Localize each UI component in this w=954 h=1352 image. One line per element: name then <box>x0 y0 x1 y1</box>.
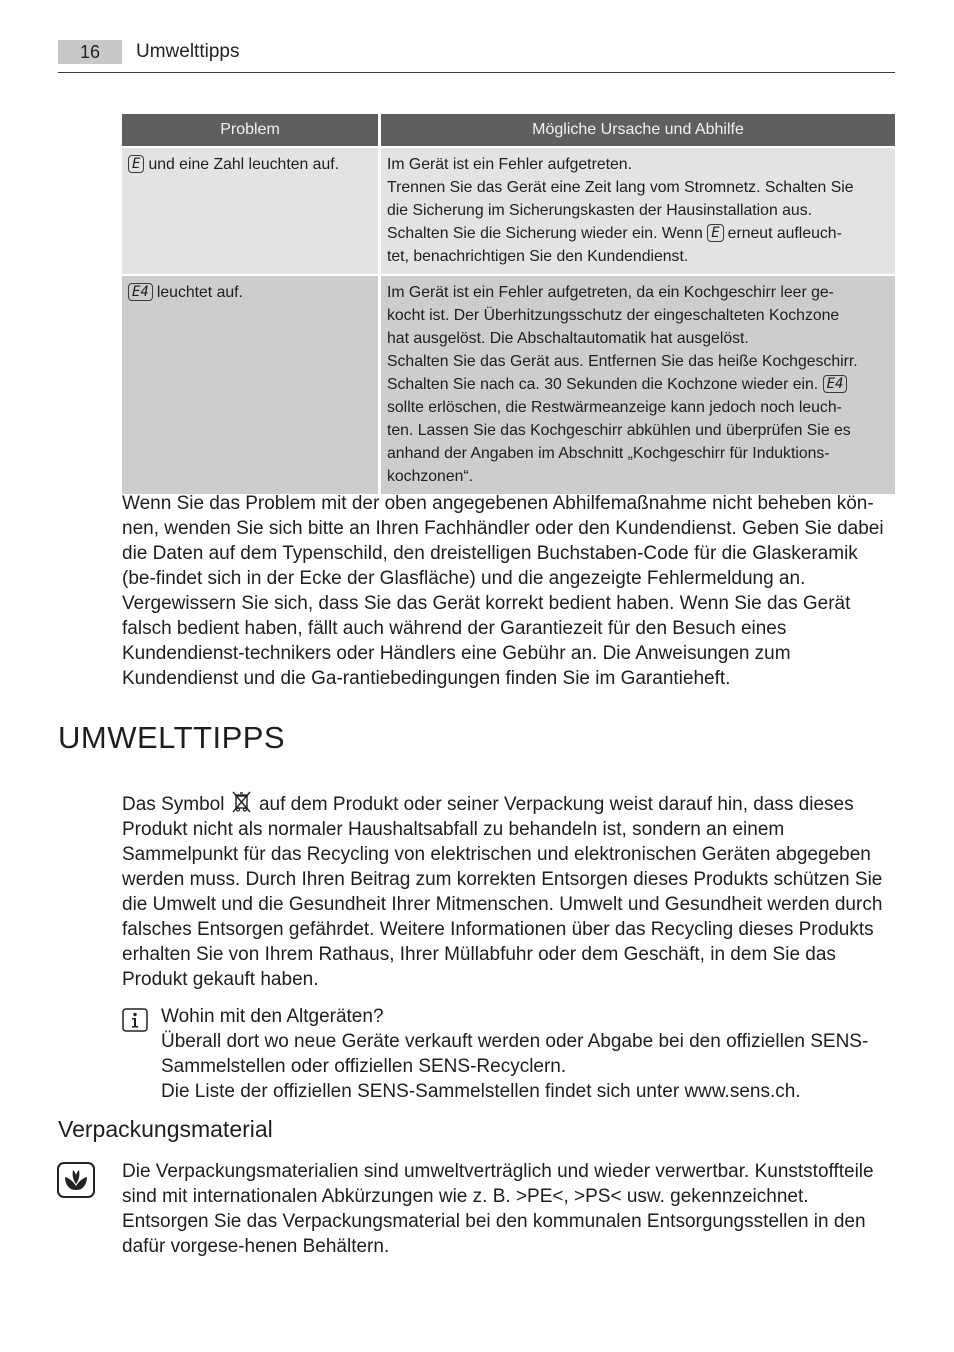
header-title: Umwelttipps <box>136 41 240 62</box>
info-note <box>161 1004 894 1104</box>
page-header <box>58 40 895 73</box>
solution-line: ten. Lassen Sie das Kochgeschirr abkühlen und überprüfen Sie es <box>387 422 851 439</box>
solution-line: anhand der Angaben im Abschnitt „Kochgeschirr für Induktions- <box>387 445 830 462</box>
solution-line-with-code <box>387 222 889 245</box>
solution-line: kocht ist. Der Überhitzungsschutz der eingeschalteten Kochzone <box>387 307 840 324</box>
troubleshooting-table <box>122 112 895 496</box>
table-header-row <box>122 114 895 146</box>
packaging-title: Verpackungsmaterial <box>58 1116 273 1142</box>
error-code-badge: E4 <box>823 375 848 393</box>
warranty-paragraph: Vergewissern Sie sich, dass Sie das Gerät korrekt bedient haben. Wenn Sie das Gerät falsch bedient haben, fällt auch während der Garantiezeit für den Besuch eines Kundendienst-technikers oder Händlers eine Gebühr an. Die Anweisungen zum Kundendienst und die Ga-rantiebedingungen finden Sie im Garantieheft. <box>122 593 851 689</box>
service-paragraph: Wenn Sie das Problem mit der oben angegebenen Abhilfemaßnahme nicht beheben kön-nen, wenden Sie sich bitte an Ihren Fachhändler oder den Kundendienst. Geben Sie dabei die Daten auf dem Typenschild, den dreistelligen Buchstaben-Code für die Glaskeramik (be-findet sich in der Ecke der Glasfläche) und die angezeigte Fehlermeldung an. <box>122 493 884 589</box>
error-code-badge: E <box>707 224 723 242</box>
crossed-out-bin-icon <box>232 791 252 813</box>
solution-line: tet, benachrichtigen Sie den Kundendienst. <box>387 248 689 265</box>
info-heading: Wohin mit den Altgeräten? <box>161 1006 384 1027</box>
column-header-problem: Problem <box>122 114 378 146</box>
solution-line: Schalten Sie das Gerät aus. Entfernen Sie das heiße Kochgeschirr. <box>387 353 858 370</box>
page-number: 16 <box>58 40 122 64</box>
weee-paragraph <box>122 791 894 992</box>
problem-cell <box>122 148 378 274</box>
weee-text-rest: auf dem Produkt oder seiner Verpackung weist darauf hin, dass dieses Produkt nicht als normaler Haushaltsabfall zu behandeln ist, sondern an einem Sammelpunkt für das Recycling von elektrischen und elektronischen Geräten abgegeben werden muss. Durch Ihren Beitrag zum korrekten Entsorgen dieses Produkts schützen Sie die Umwelt und die Gesundheit Ihrer Mitmenschen. Umwelt und Gesundheit werden durch falsches Entsorgen gefährdet. Weitere Informationen über das Recycling dieses Produkts erhalten Sie von Ihrem Rathaus, Ihrer Müllabfuhr oder dem Geschäft, in dem Sie das Produkt gekauft haben. <box>122 794 883 990</box>
problem-text: leuchtet auf. <box>156 284 243 301</box>
packaging-paragraph: Die Verpackungsmaterialien sind umweltverträglich und wieder verwertbar. Kunststoffteile sind mit internationalen Abkürzungen wie z. B. >PE<, >PS< usw. gekennzeichnet. Entsorgen Sie das Verpackungsmaterial bei den kommunalen Entsorgungsstellen in den dafür vorgese-henen Behältern. <box>122 1161 874 1257</box>
info-icon <box>122 1008 148 1032</box>
solution-line: die Sicherung im Sicherungskasten der Hausinstallation aus. <box>387 202 812 219</box>
table-row <box>122 276 895 494</box>
solution-line-with-code <box>387 373 889 396</box>
section-title: UMWELTTIPPS <box>58 720 286 755</box>
environment-leaf-icon <box>57 1162 95 1198</box>
error-code-badge: E <box>128 155 144 173</box>
info-line: Die Liste der offiziellen SENS-Sammelstellen findet sich unter www.sens.ch. <box>161 1081 801 1102</box>
solution-line: Im Gerät ist ein Fehler aufgetreten. <box>387 156 632 173</box>
solution-line: Trennen Sie das Gerät eine Zeit lang vom Stromnetz. Schalten Sie <box>387 179 854 196</box>
column-header-solution: Mögliche Ursache und Abhilfe <box>381 114 895 146</box>
solution-line: Im Gerät ist ein Fehler aufgetreten, da ein Kochgeschirr leer ge- <box>387 284 834 301</box>
solution-line: kochzonen“. <box>387 468 474 485</box>
solution-text: Schalten Sie die Sicherung wieder ein. Wenn <box>387 225 703 242</box>
solution-cell <box>381 276 895 494</box>
problem-text: und eine Zahl leuchten auf. <box>148 156 340 173</box>
solution-cell <box>381 148 895 274</box>
solution-line: sollte erlöschen, die Restwärmeanzeige kann jedoch noch leuch- <box>387 399 842 416</box>
solution-text: Schalten Sie nach ca. 30 Sekunden die Kochzone wieder ein. <box>387 376 819 393</box>
problem-cell <box>122 276 378 494</box>
weee-text-start: Das Symbol <box>122 794 225 815</box>
table-row <box>122 148 895 274</box>
solution-line: hat ausgelöst. Die Abschaltautomatik hat ausgelöst. <box>387 330 749 347</box>
solution-text: erneut aufleuch- <box>727 225 842 242</box>
error-code-badge: E4 <box>128 283 153 301</box>
info-line: Überall dort wo neue Geräte verkauft werden oder Abgabe bei den offiziellen SENS-Sammelstellen oder offiziellen SENS-Recyclern. <box>161 1031 869 1077</box>
